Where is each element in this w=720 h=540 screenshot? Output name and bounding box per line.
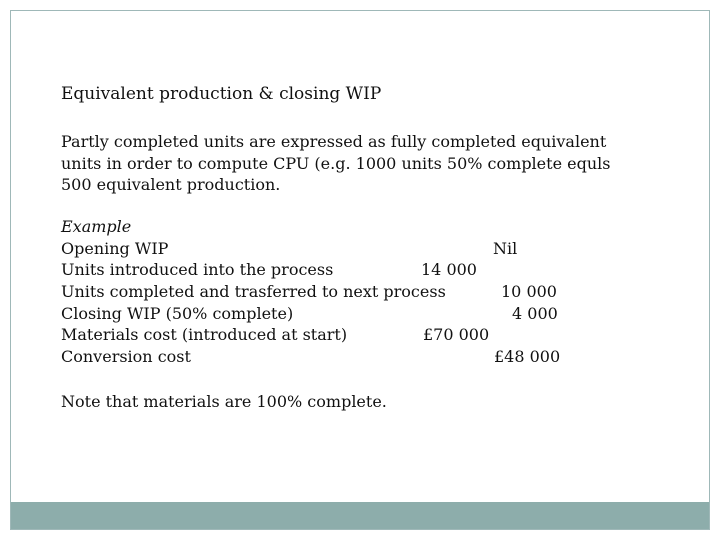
row-label-units-completed: Units completed and trasferred to next process [61, 282, 446, 301]
row-value-conversion-cost: £48 000 [494, 347, 561, 366]
row-value-closing-wip: 4 000 [512, 304, 558, 323]
row-label-closing-wip: Closing WIP (50% complete) [61, 304, 294, 323]
row-label-conversion-cost: Conversion cost [61, 347, 191, 366]
intro-line: Partly completed units are expressed as fully completed equivalent [61, 132, 607, 151]
slide-title: Equivalent production & closing WIP [61, 84, 382, 104]
row-value-materials-cost: £70 000 [423, 325, 490, 344]
row-value-units-completed: 10 000 [501, 282, 557, 301]
row-value-units-introduced: 14 000 [421, 260, 477, 279]
row-value-opening-wip: Nil [493, 239, 518, 258]
note-text: Note that materials are 100% complete. [61, 392, 387, 411]
footer-bar [11, 502, 709, 529]
intro-line: 500 equivalent production. [61, 175, 281, 194]
intro-paragraph [61, 131, 621, 196]
slide [10, 10, 710, 530]
row-label-units-introduced: Units introduced into the process [61, 260, 334, 279]
intro-line: units in order to compute CPU (e.g. 1000 units 50% complete equls [61, 153, 611, 173]
example-label: Example [61, 217, 132, 236]
row-label-opening-wip: Opening WIP [61, 239, 169, 258]
row-label-materials-cost: Materials cost (introduced at start) [61, 325, 348, 344]
